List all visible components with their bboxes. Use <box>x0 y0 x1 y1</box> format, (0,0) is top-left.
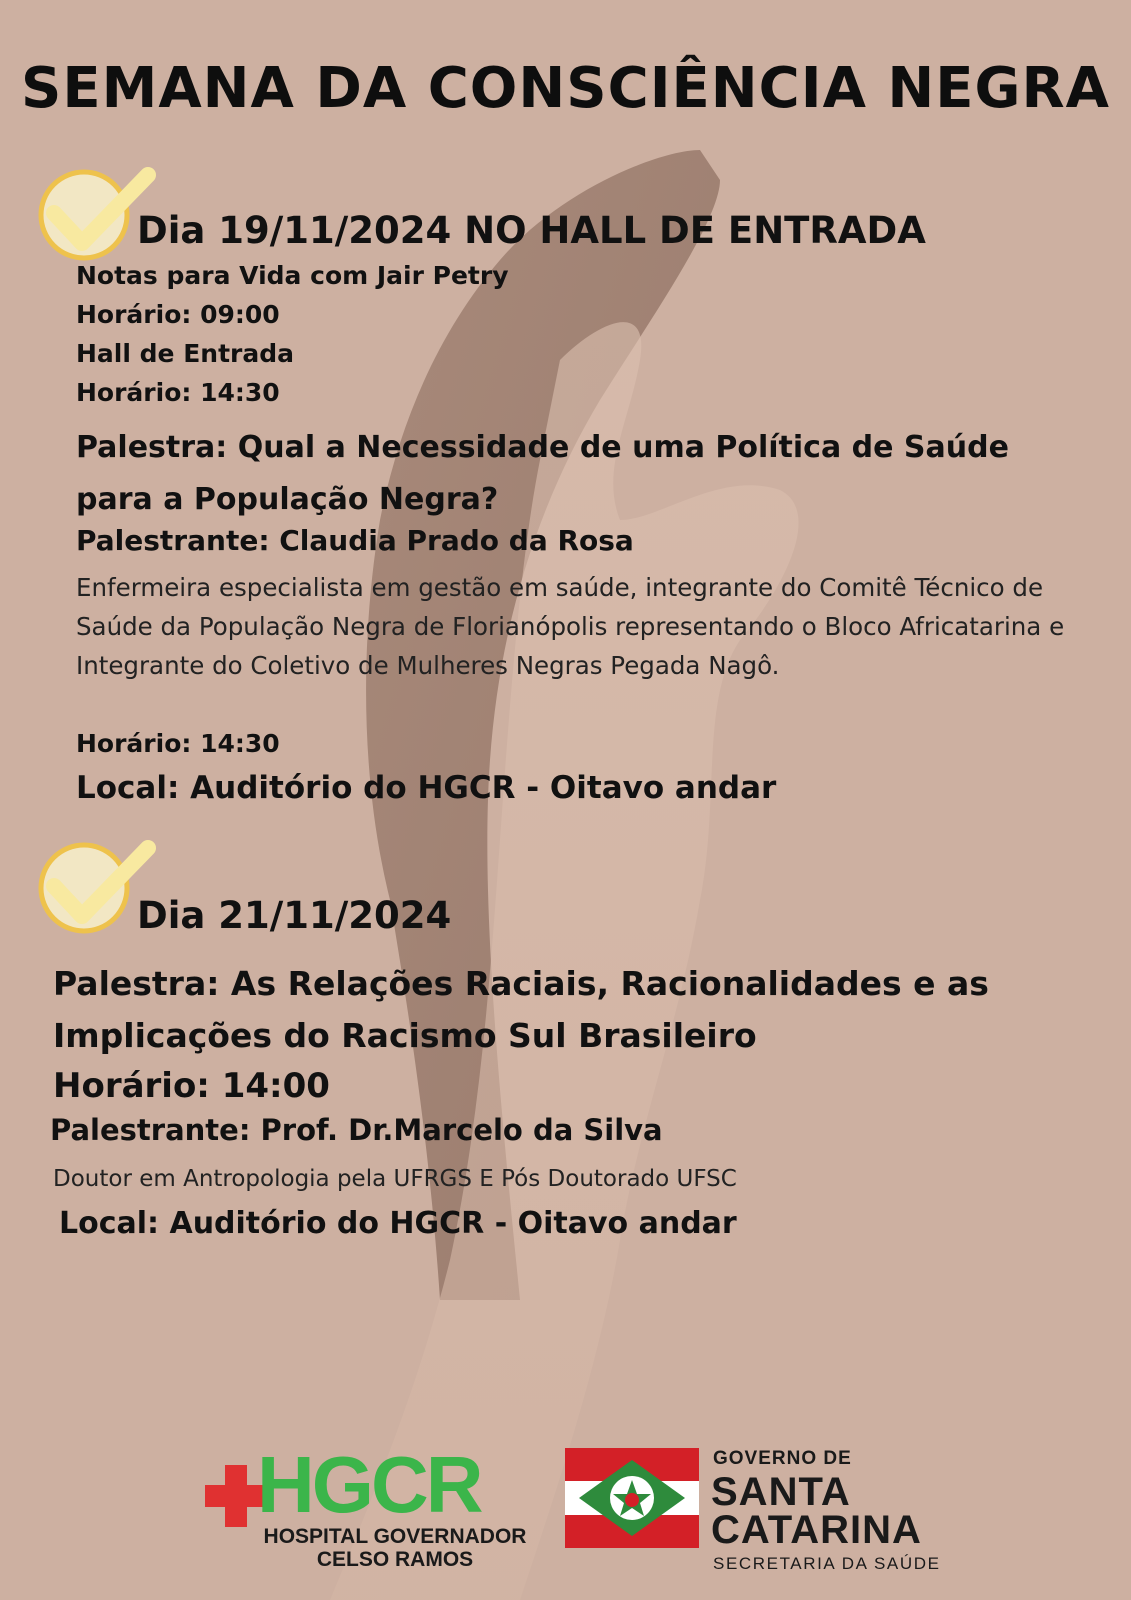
sc-santa: SANTA <box>711 1470 851 1514</box>
sc-secretaria: SECRETARIA DA SAÚDE <box>713 1554 941 1573</box>
day1-line-3: Hall de Entrada <box>76 339 294 368</box>
day1-location: Local: Auditório do HGCR - Oitavo andar <box>76 770 777 806</box>
day1-line-4: Horário: 14:30 <box>76 378 280 407</box>
hgcr-name-line1: HOSPITAL GOVERNADOR <box>263 1525 527 1548</box>
day2-speaker-bio: Doutor em Antropologia pela UFRGS E Pós Doutorado UFSC <box>53 1166 737 1192</box>
sc-catarina: CATARINA <box>711 1508 922 1552</box>
day2-time: Horário: 14:00 <box>53 1066 330 1106</box>
day2-location: Local: Auditório do HGCR - Oitavo andar <box>59 1206 737 1241</box>
day2-heading: Dia 21/11/2024 <box>137 894 452 937</box>
hgcr-logo <box>205 1440 535 1573</box>
sc-governo-de: GOVERNO DE <box>713 1448 852 1469</box>
day2-talk-title: Palestra: As Relações Raciais, Racionalidades e as Implicações do Racismo Sul Brasileiro <box>53 964 989 1055</box>
day1-time: Horário: 14:30 <box>76 729 280 758</box>
day1-heading: Dia 19/11/2024 NO HALL DE ENTRADA <box>137 209 926 252</box>
santa-catarina-flag-icon <box>565 1448 699 1548</box>
hgcr-name-line2: CELSO RAMOS <box>316 1548 474 1571</box>
day2-speaker: Palestrante: Prof. Dr.Marcelo da Silva <box>50 1113 663 1147</box>
hgcr-acronym: HGCR <box>257 1440 481 1529</box>
day1-speaker: Palestrante: Claudia Prado da Rosa <box>76 524 634 557</box>
day1-line-1: Notas para Vida com Jair Petry <box>76 261 509 290</box>
day1-line-2: Horário: 09:00 <box>76 300 280 329</box>
hgcr-name <box>255 1525 535 1571</box>
day1-speaker-bio: Enfermeira especialista em gestão em saúde, integrante do Comitê Técnico de Saúde da População Negra de Florianópolis representando o Bloco Africatarina e Integrante do Coletivo de Mulheres Negras Pegada Nagô. <box>76 573 1065 680</box>
poster-title: SEMANA DA CONSCIÊNCIA NEGRA <box>21 56 1110 121</box>
day1-talk-title: Palestra: Qual a Necessidade de uma Política de Saúde para a População Negra? <box>76 430 1009 517</box>
santa-catarina-logo <box>565 1448 965 1578</box>
